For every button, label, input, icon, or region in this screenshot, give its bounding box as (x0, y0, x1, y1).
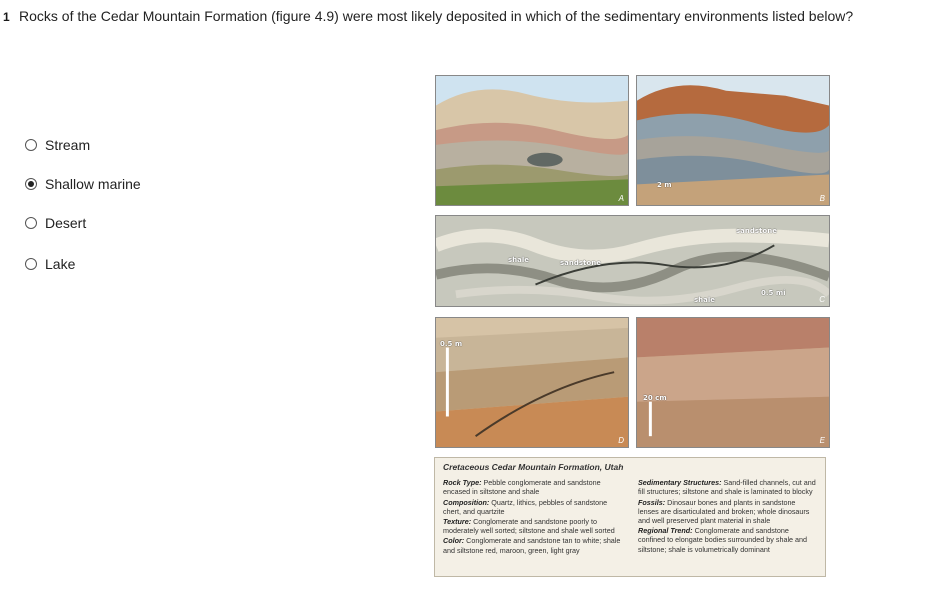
caption-composition (443, 498, 622, 516)
caption-text: Dinosaur bones and plants in sandstone lenses are disarticulated and broken; whole dinosaurs and well preserved plant material in shale (638, 497, 810, 526)
caption-title: Cretaceous Cedar Mountain Formation, Utah (443, 462, 624, 472)
option-lake[interactable] (25, 256, 75, 272)
caption-left-column (443, 478, 622, 556)
photo-c-label-sandstone: sandstone (560, 259, 601, 267)
caption-structures (638, 478, 817, 496)
photo-c-label-shale: shale (508, 256, 530, 264)
radio-lake[interactable] (25, 258, 37, 270)
photo-a (435, 75, 629, 206)
question-number: 1 (3, 10, 10, 24)
caption-label: Color: (443, 536, 465, 546)
radio-desert[interactable] (25, 217, 37, 229)
option-shallow-marine[interactable] (25, 176, 141, 192)
caption-label: Fossils: (638, 497, 666, 507)
caption-text: Sand-filled channels, cut and fill structures; siltstone and shale is laminated to blocky (638, 478, 816, 497)
photo-b-tag: B (819, 194, 825, 203)
caption-label: Rock Type: (443, 478, 482, 488)
photo-b-scale: 2 m (657, 181, 672, 189)
caption-text: Conglomerate and sandstone poorly to moderately well sorted; siltstone and shale well sorted (443, 517, 615, 536)
caption-right-column (638, 478, 817, 556)
option-stream[interactable] (25, 137, 90, 153)
radio-shallow-marine[interactable] (25, 178, 37, 190)
caption-label: Regional Trend: (638, 526, 693, 536)
caption-text: Pebble conglomerate and sandstone encased in siltstone and shale (443, 478, 601, 497)
photo-e (636, 317, 830, 448)
caption-text: Quartz, lithics, pebbles of sandstone chert, and quartzite (443, 497, 608, 516)
figure-4-9 (432, 72, 832, 582)
option-label: Shallow marine (45, 176, 141, 192)
option-label: Lake (45, 256, 76, 272)
photo-d-scale: 0.5 m (440, 340, 463, 348)
photo-e-tag: E (819, 436, 825, 445)
caption-rock-type (443, 478, 622, 496)
photo-c-label-sandstone-2: sandstone (736, 227, 777, 235)
caption-regional-trend (638, 526, 817, 554)
photo-d (435, 317, 629, 448)
option-label: Desert (45, 215, 87, 231)
caption-color (443, 536, 622, 554)
radio-stream[interactable] (25, 139, 37, 151)
caption-text: Conglomerate and sandstone confined to elongate bodies surrounded by shale and siltstone; shale is volumetrically dominant (638, 526, 808, 554)
caption-fossils (638, 498, 817, 526)
question-text: Rocks of the Cedar Mountain Formation (figure 4.9) were most likely deposited in which of the sedimentary environments listed below? (19, 8, 854, 24)
photo-c-tag: C (819, 295, 825, 304)
photo-c-label-shale-2: shale (694, 296, 716, 304)
caption-label: Texture: (443, 517, 472, 527)
photo-c-scale: 0.5 mi (761, 289, 786, 297)
option-desert[interactable] (25, 215, 86, 231)
photo-b (636, 75, 830, 206)
caption-text: Conglomerate and sandstone tan to white; shale and siltstone red, maroon, green, light gray (443, 536, 621, 555)
option-label: Stream (45, 137, 91, 153)
caption-texture (443, 517, 622, 535)
photo-c (435, 215, 830, 307)
photo-e-scale: 20 cm (643, 394, 667, 402)
caption-label: Composition: (443, 497, 490, 507)
photo-d-tag: D (618, 436, 624, 445)
photo-a-tag: A (618, 194, 624, 203)
caption-label: Sedimentary Structures: (638, 478, 722, 488)
figure-caption (434, 457, 826, 577)
